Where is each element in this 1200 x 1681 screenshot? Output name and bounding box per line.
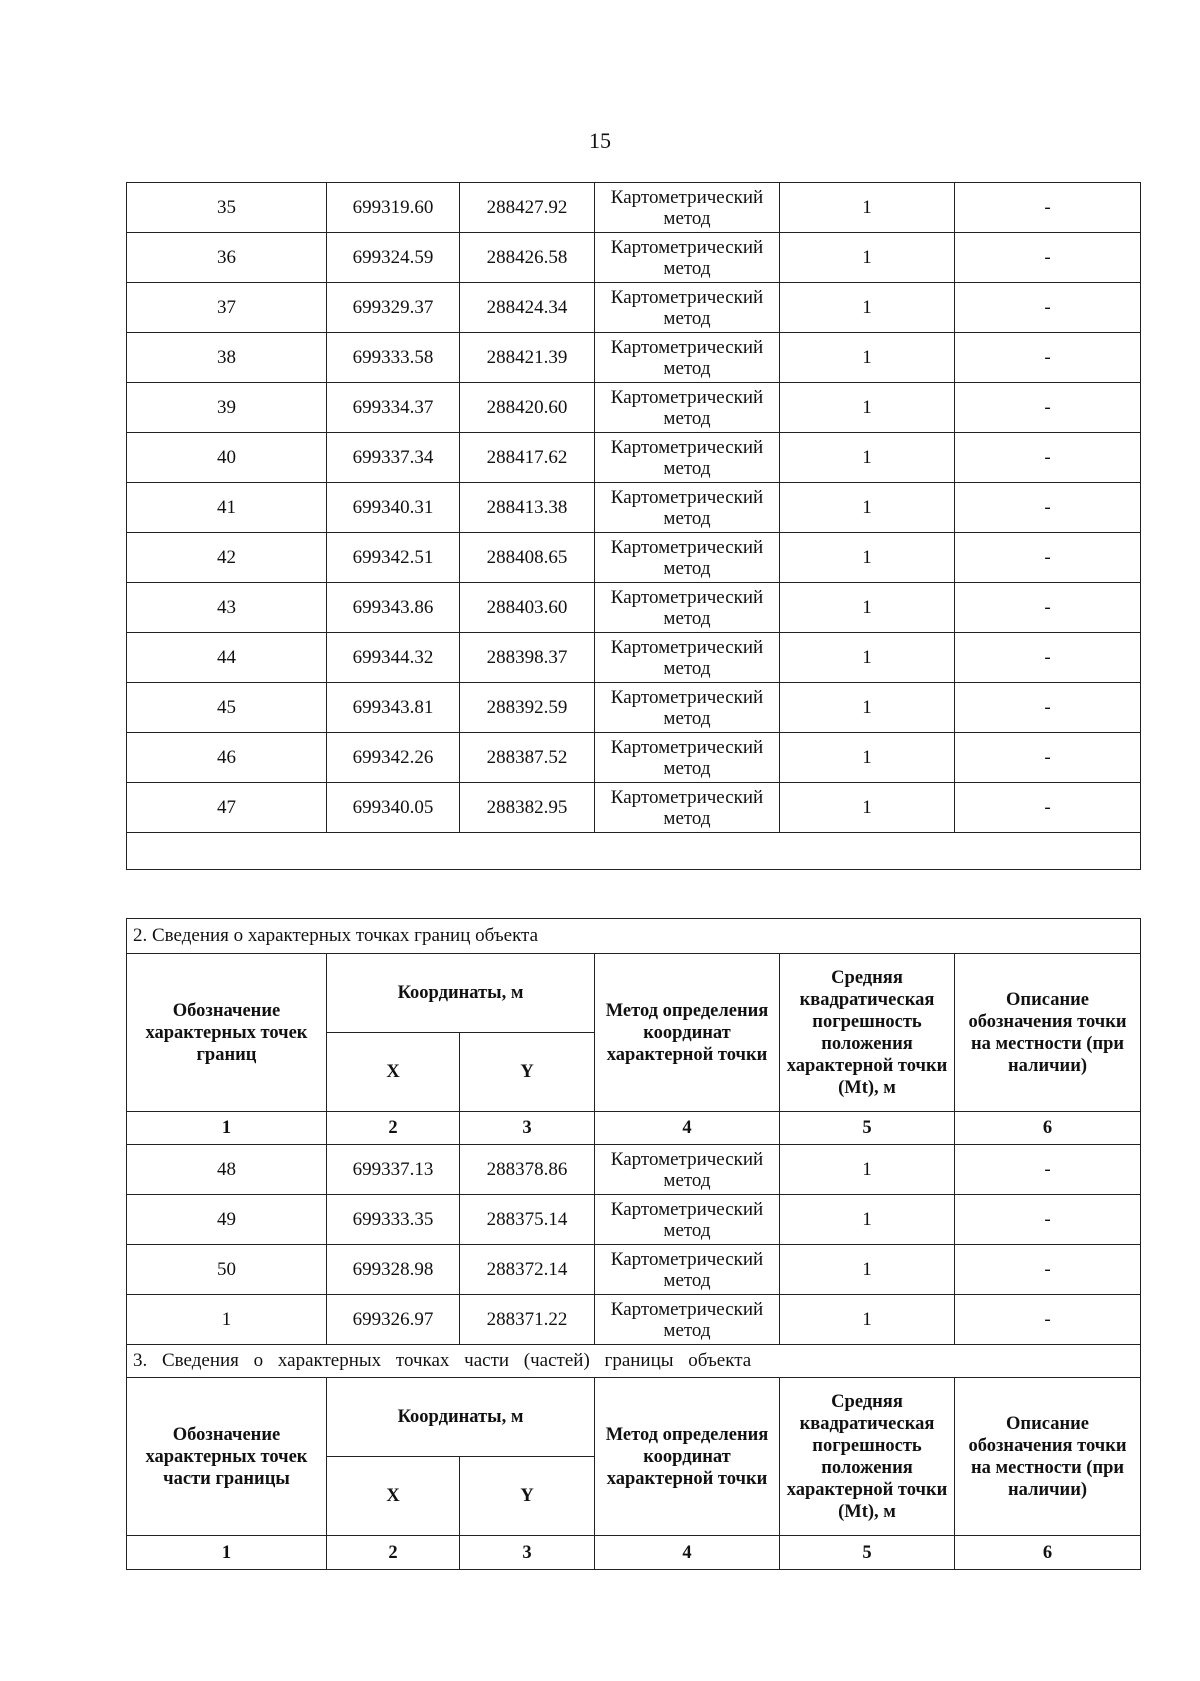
method-cell: Картометрический метод — [595, 333, 780, 383]
table-row — [127, 483, 1141, 533]
coord-y: 288372.14 — [460, 1245, 595, 1295]
point-id: 1 — [127, 1295, 327, 1345]
point-id: 47 — [127, 783, 327, 833]
method-cell: Картометрический метод — [595, 533, 780, 583]
coord-y: 288378.86 — [460, 1145, 595, 1195]
method-cell: Картометрический метод — [595, 483, 780, 533]
method-cell: Картометрический метод — [595, 383, 780, 433]
header-designation: Обозначение характерных точек границ — [127, 954, 327, 1112]
header-coordinates: Координаты, м — [327, 954, 595, 1033]
point-id: 43 — [127, 583, 327, 633]
header-mt: Средняя квадратическая погрешность положения характерной точки (Mt), м — [780, 954, 955, 1112]
mt-value: 1 — [780, 333, 955, 383]
description-cell: - — [955, 633, 1141, 683]
point-id: 49 — [127, 1195, 327, 1245]
coord-x: 699329.37 — [327, 283, 460, 333]
point-id: 50 — [127, 1245, 327, 1295]
mt-value: 1 — [780, 533, 955, 583]
coordinates-table-continued — [126, 182, 1141, 870]
column-number: 1 — [127, 1112, 327, 1145]
coord-y: 288371.22 — [460, 1295, 595, 1345]
header-y: Y — [460, 1033, 595, 1112]
header-mt: Средняя квадратическая погрешность положения характерной точки (Mt), м — [780, 1378, 955, 1536]
mt-value: 1 — [780, 183, 955, 233]
mt-value: 1 — [780, 583, 955, 633]
coord-x: 699326.97 — [327, 1295, 460, 1345]
mt-value: 1 — [780, 683, 955, 733]
method-cell: Картометрический метод — [595, 233, 780, 283]
description-cell: - — [955, 1195, 1141, 1245]
coord-x: 699337.13 — [327, 1145, 460, 1195]
coord-y: 288421.39 — [460, 333, 595, 383]
table-row — [127, 683, 1141, 733]
header-designation: Обозначение характерных точек части границы — [127, 1378, 327, 1536]
column-number: 2 — [327, 1536, 460, 1570]
description-cell: - — [955, 683, 1141, 733]
column-number: 5 — [780, 1112, 955, 1145]
table-row — [127, 583, 1141, 633]
description-cell: - — [955, 1295, 1141, 1345]
header-description: Описание обозначения точки на местности (при наличии) — [955, 1378, 1141, 1536]
coord-y: 288413.38 — [460, 483, 595, 533]
table-row — [127, 433, 1141, 483]
point-id: 44 — [127, 633, 327, 683]
point-id: 36 — [127, 233, 327, 283]
empty-row — [127, 833, 1141, 870]
column-number: 5 — [780, 1536, 955, 1570]
description-cell: - — [955, 283, 1141, 333]
description-cell: - — [955, 783, 1141, 833]
table-row — [127, 233, 1141, 283]
description-cell: - — [955, 333, 1141, 383]
description-cell: - — [955, 483, 1141, 533]
description-cell: - — [955, 583, 1141, 633]
header-description: Описание обозначения точки на местности (при наличии) — [955, 954, 1141, 1112]
description-cell: - — [955, 1145, 1141, 1195]
coord-y: 288417.62 — [460, 433, 595, 483]
table-row — [127, 1195, 1141, 1245]
coord-x: 699342.26 — [327, 733, 460, 783]
coord-y: 288424.34 — [460, 283, 595, 333]
coord-y: 288403.60 — [460, 583, 595, 633]
mt-value: 1 — [780, 1295, 955, 1345]
point-id: 35 — [127, 183, 327, 233]
coord-x: 699333.35 — [327, 1195, 460, 1245]
coord-y: 288408.65 — [460, 533, 595, 583]
table-row — [127, 783, 1141, 833]
coord-y: 288382.95 — [460, 783, 595, 833]
table-row — [127, 533, 1141, 583]
description-cell: - — [955, 533, 1141, 583]
method-cell: Картометрический метод — [595, 1295, 780, 1345]
mt-value: 1 — [780, 483, 955, 533]
method-cell: Картометрический метод — [595, 1245, 780, 1295]
method-cell: Картометрический метод — [595, 583, 780, 633]
mt-value: 1 — [780, 383, 955, 433]
point-id: 42 — [127, 533, 327, 583]
header-coordinates: Координаты, м — [327, 1378, 595, 1457]
mt-value: 1 — [780, 233, 955, 283]
point-id: 46 — [127, 733, 327, 783]
coord-x: 699324.59 — [327, 233, 460, 283]
coord-y: 288387.52 — [460, 733, 595, 783]
header-x: X — [327, 1033, 460, 1112]
points-table — [126, 918, 1141, 1570]
point-id: 39 — [127, 383, 327, 433]
header-y: Y — [460, 1457, 595, 1536]
coord-x: 699340.05 — [327, 783, 460, 833]
coord-x: 699340.31 — [327, 483, 460, 533]
column-number: 3 — [460, 1112, 595, 1145]
point-id: 41 — [127, 483, 327, 533]
description-cell: - — [955, 233, 1141, 283]
coord-y: 288420.60 — [460, 383, 595, 433]
coord-y: 288427.92 — [460, 183, 595, 233]
header-method: Метод определения координат характерной точки — [595, 954, 780, 1112]
table-row — [127, 1295, 1141, 1345]
point-id: 38 — [127, 333, 327, 383]
coord-y: 288398.37 — [460, 633, 595, 683]
section3-title: 3. Сведения о характерных точках части (частей) границы объекта — [127, 1345, 1141, 1378]
mt-value: 1 — [780, 733, 955, 783]
mt-value: 1 — [780, 1245, 955, 1295]
description-cell: - — [955, 383, 1141, 433]
table-row — [127, 1245, 1141, 1295]
header-method: Метод определения координат характерной точки — [595, 1378, 780, 1536]
table-row — [127, 633, 1141, 683]
method-cell: Картометрический метод — [595, 183, 780, 233]
coord-x: 699342.51 — [327, 533, 460, 583]
point-id: 45 — [127, 683, 327, 733]
column-number: 6 — [955, 1112, 1141, 1145]
point-id: 37 — [127, 283, 327, 333]
mt-value: 1 — [780, 1145, 955, 1195]
point-id: 40 — [127, 433, 327, 483]
column-numbers-row — [127, 1536, 1141, 1570]
page-number: 15 — [589, 128, 611, 153]
table-row — [127, 1145, 1141, 1195]
method-cell: Картометрический метод — [595, 683, 780, 733]
table-row — [127, 383, 1141, 433]
column-number: 3 — [460, 1536, 595, 1570]
coord-x: 699328.98 — [327, 1245, 460, 1295]
header-x: X — [327, 1457, 460, 1536]
coord-x: 699344.32 — [327, 633, 460, 683]
table-row — [127, 333, 1141, 383]
method-cell: Картометрический метод — [595, 1195, 780, 1245]
column-number: 6 — [955, 1536, 1141, 1570]
method-cell: Картометрический метод — [595, 283, 780, 333]
coord-y: 288392.59 — [460, 683, 595, 733]
table-row — [127, 283, 1141, 333]
description-cell: - — [955, 183, 1141, 233]
coord-x: 699343.81 — [327, 683, 460, 733]
column-number: 4 — [595, 1112, 780, 1145]
description-cell: - — [955, 733, 1141, 783]
column-number: 2 — [327, 1112, 460, 1145]
point-id: 48 — [127, 1145, 327, 1195]
coord-x: 699319.60 — [327, 183, 460, 233]
section2-title: 2. Сведения о характерных точках границ объекта — [127, 919, 1141, 954]
method-cell: Картометрический метод — [595, 733, 780, 783]
table-row — [127, 733, 1141, 783]
mt-value: 1 — [780, 1195, 955, 1245]
column-number: 1 — [127, 1536, 327, 1570]
description-cell: - — [955, 433, 1141, 483]
coord-x: 699334.37 — [327, 383, 460, 433]
method-cell: Картометрический метод — [595, 633, 780, 683]
coord-x: 699337.34 — [327, 433, 460, 483]
coord-x: 699333.58 — [327, 333, 460, 383]
method-cell: Картометрический метод — [595, 1145, 780, 1195]
mt-value: 1 — [780, 283, 955, 333]
coord-y: 288426.58 — [460, 233, 595, 283]
table-row — [127, 183, 1141, 233]
mt-value: 1 — [780, 783, 955, 833]
column-number: 4 — [595, 1536, 780, 1570]
mt-value: 1 — [780, 633, 955, 683]
description-cell: - — [955, 1245, 1141, 1295]
column-numbers-row — [127, 1112, 1141, 1145]
method-cell: Картометрический метод — [595, 783, 780, 833]
method-cell: Картометрический метод — [595, 433, 780, 483]
coord-y: 288375.14 — [460, 1195, 595, 1245]
coord-x: 699343.86 — [327, 583, 460, 633]
mt-value: 1 — [780, 433, 955, 483]
